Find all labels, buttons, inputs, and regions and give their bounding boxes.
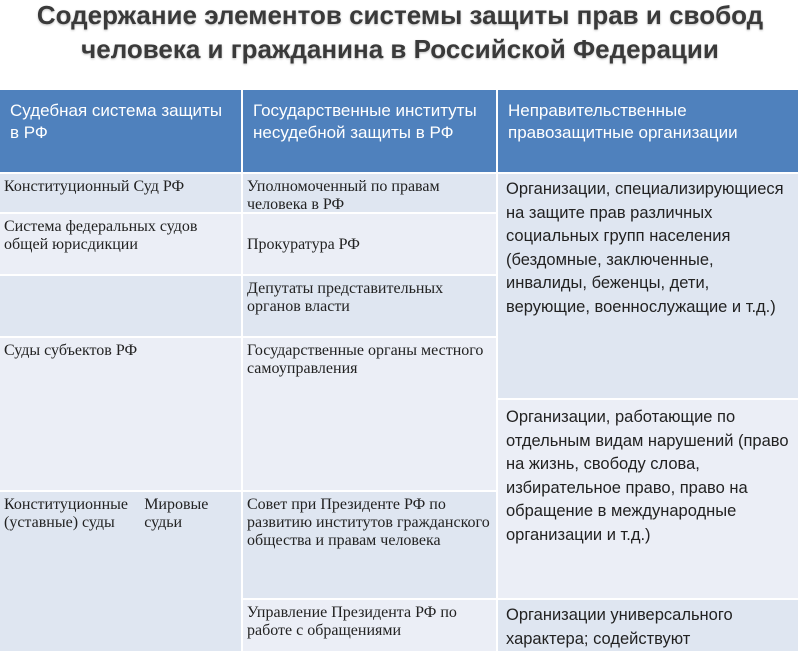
nonjudicial-cell-ombudsman: Уполномоченный по правам человека в РФ bbox=[243, 174, 498, 214]
page-title: Содержание элементов системы защиты прав и свобод человека и гражданина в Российской Федерации bbox=[36, 0, 764, 64]
column-header-nonjudicial: Государственные институты несудебной защиты в РФ bbox=[243, 90, 498, 174]
judicial-cell-empty bbox=[0, 276, 243, 338]
judicial-charter-courts: Конституционные (уставные) суды bbox=[4, 496, 128, 531]
judicial-justices-of-peace: Мировые судьи bbox=[144, 496, 209, 531]
column-header-ngo: Неправительственные правозащитные организации bbox=[498, 90, 800, 174]
judicial-cell-federal-courts: Система федеральных судов общей юрисдикции bbox=[0, 214, 243, 276]
nonjudicial-cell-deputies: Депутаты представительных органов власти bbox=[243, 276, 498, 338]
nonjudicial-cell-local-government: Государственные органы местного самоуправления bbox=[243, 338, 498, 492]
judicial-cell-subject-courts: Суды субъектов РФ bbox=[0, 338, 243, 492]
nonjudicial-cell-presidential-directorate: Управление Президента РФ по работе с обращениями bbox=[243, 600, 498, 653]
nonjudicial-cell-prosecutor: Прокуратура РФ bbox=[243, 214, 498, 276]
judicial-cell-charter-and-peace bbox=[0, 492, 243, 653]
nonjudicial-cell-presidential-council: Совет при Президенте РФ по развитию институтов гражданского общества и правам человека bbox=[243, 492, 498, 600]
ngo-cell-social-groups: Организации, специализирующиеся на защите прав различных социальных групп населения (бездомные, заключенные, инвалиды, беженцы, дети, верующие, военнослужащие и т.д.) bbox=[498, 174, 800, 400]
ngo-cell-universal: Организации универсального характера; содействуют bbox=[498, 600, 800, 653]
rights-protection-table bbox=[0, 90, 800, 648]
judicial-cell-constitutional-court: Конституционный Суд РФ bbox=[0, 174, 243, 214]
ngo-cell-violation-types: Организации, работающие по отдельным видам нарушений (право на жизнь, свободу слова, избирательное право, право на обращение в международные организации и т.д.) bbox=[498, 400, 800, 600]
column-header-judicial: Судебная система защиты в РФ bbox=[0, 90, 243, 174]
